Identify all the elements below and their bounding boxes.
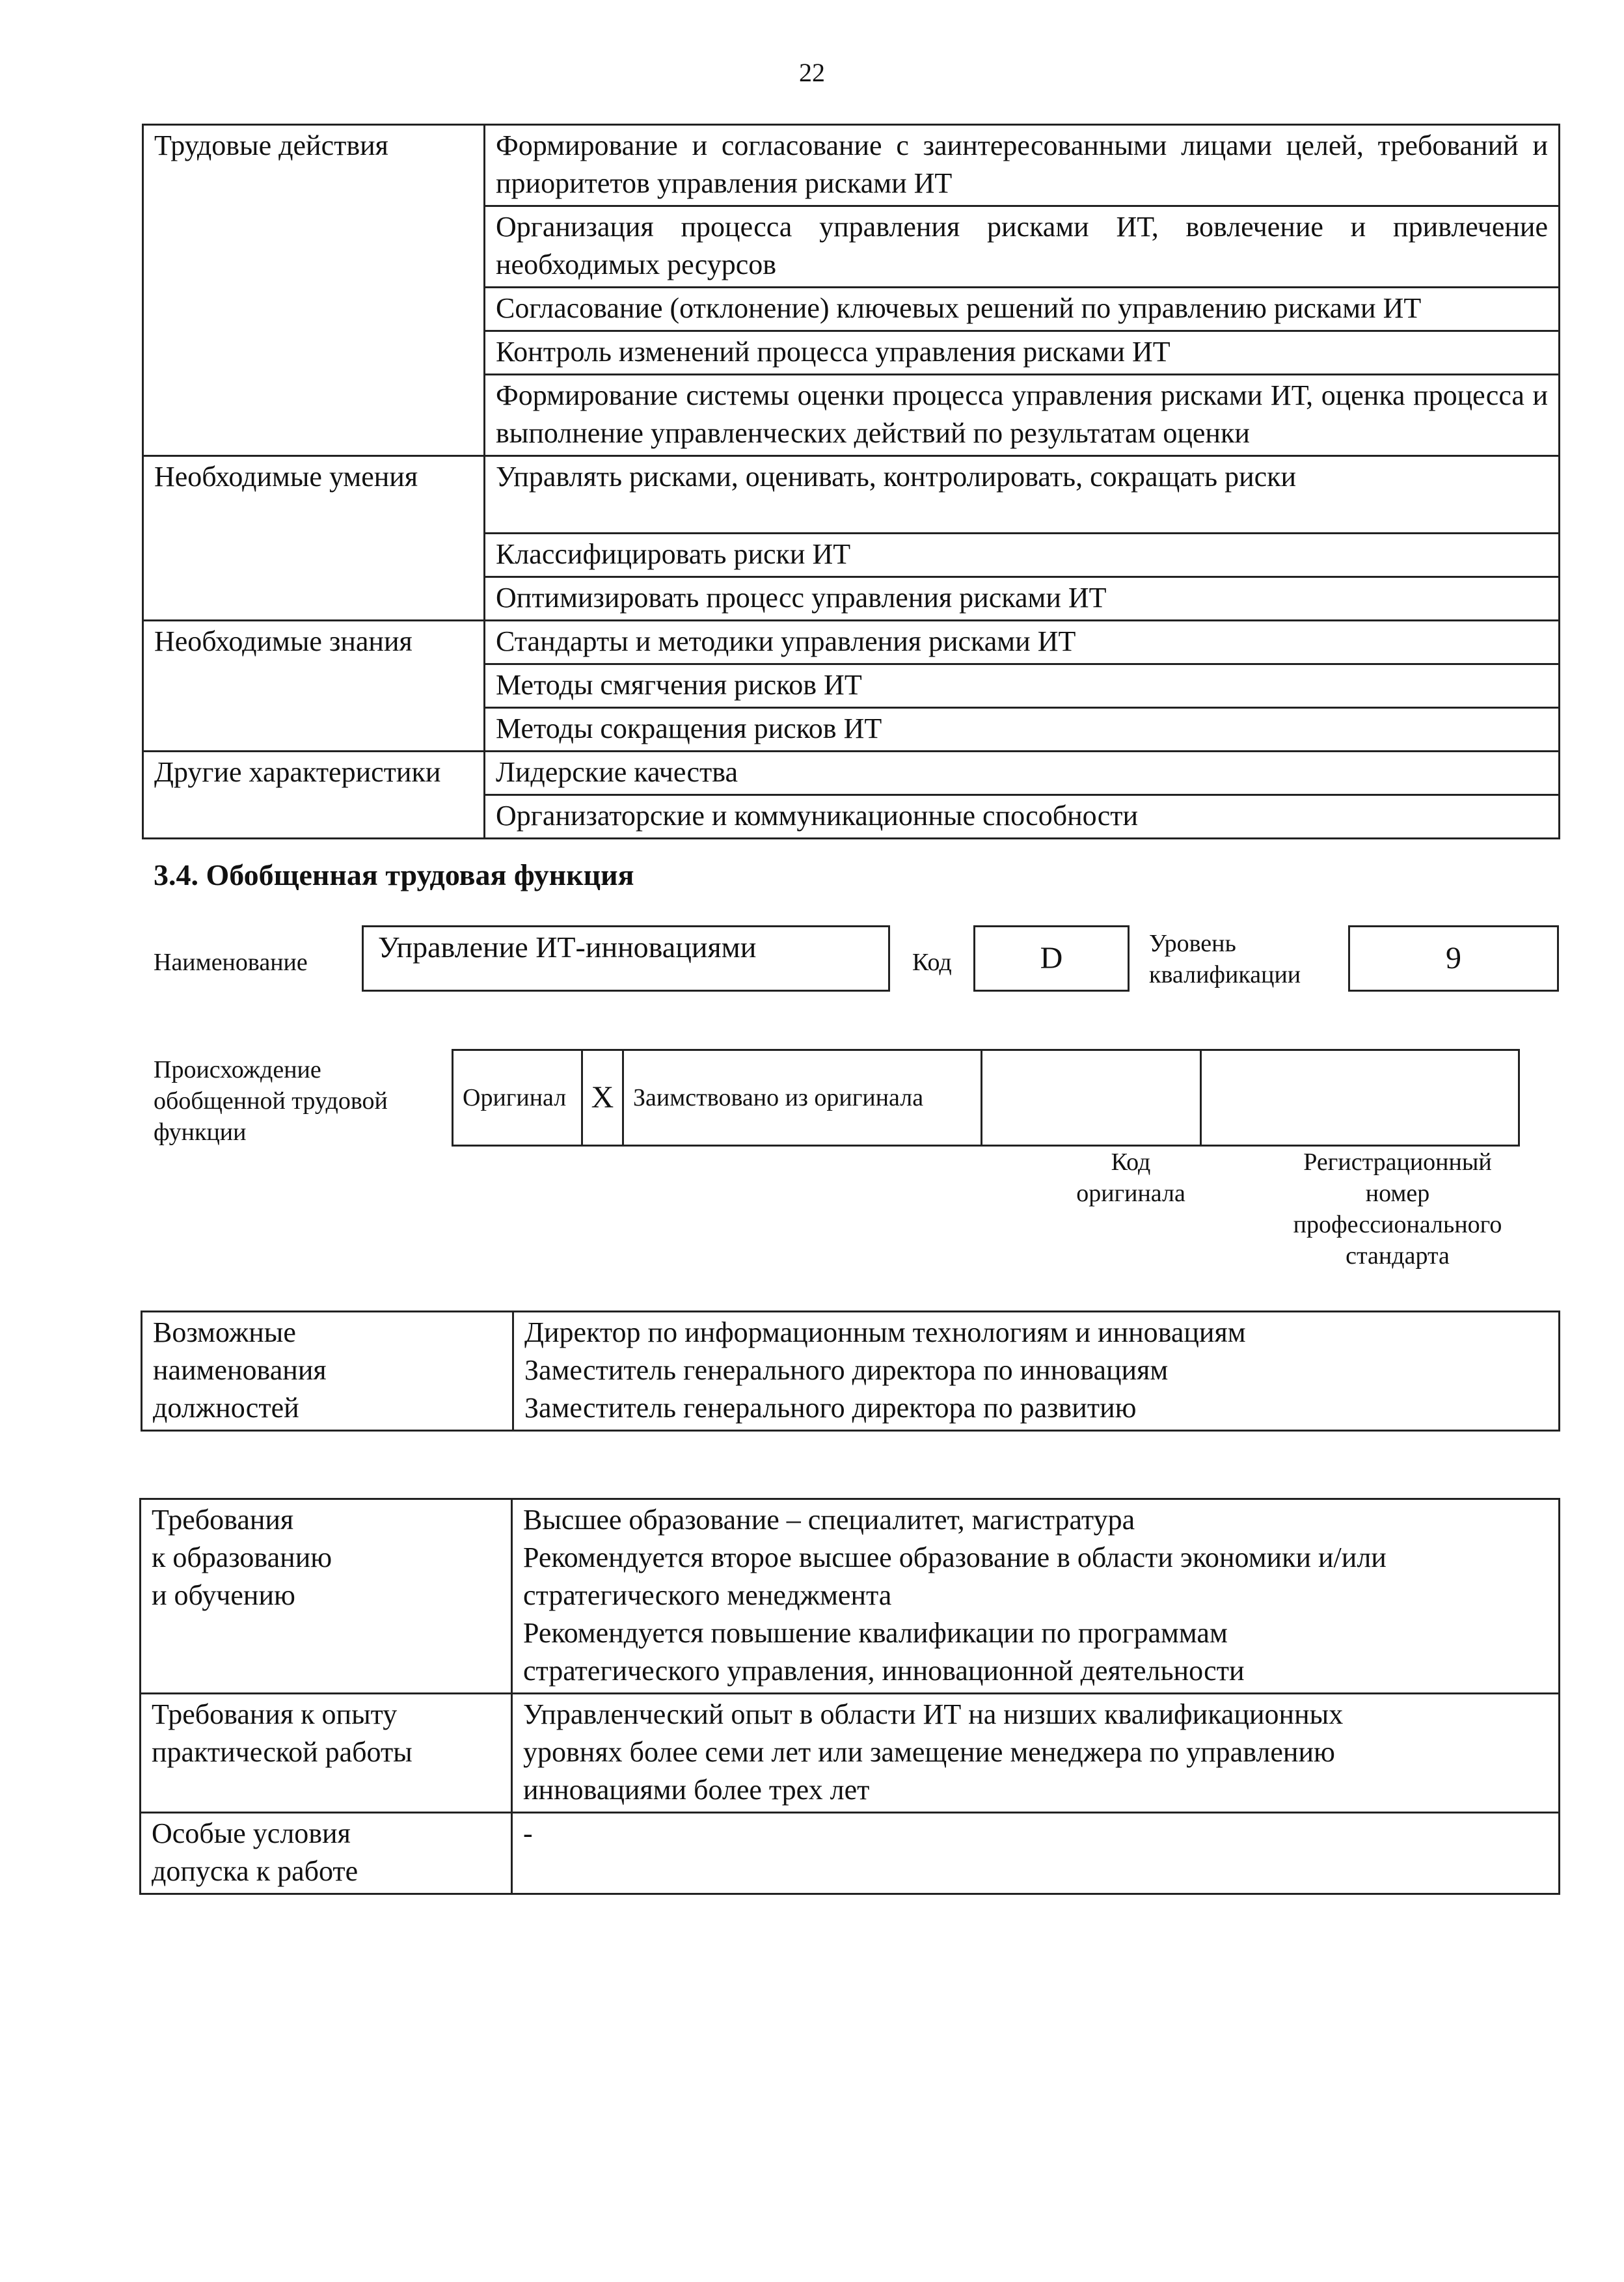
table-row bbox=[453, 1050, 1519, 1146]
table-row bbox=[141, 1499, 1560, 1694]
position-item: Заместитель генерального директора по развитию bbox=[524, 1392, 1137, 1424]
table-row bbox=[143, 621, 1560, 664]
positions-table bbox=[141, 1311, 1560, 1432]
label-line: практической работы bbox=[152, 1736, 413, 1768]
caption-line: Код bbox=[1111, 1148, 1151, 1176]
name-label: Наименование bbox=[154, 949, 308, 976]
original-cell: Оригинал bbox=[453, 1050, 582, 1146]
label-line: Требования bbox=[152, 1504, 294, 1536]
caption-line: номер bbox=[1365, 1180, 1430, 1207]
label-line: Возможные bbox=[153, 1316, 296, 1348]
row-label-knowledge: Необходимые знания bbox=[143, 621, 485, 752]
section-heading: 3.4. Обобщенная трудовая функция bbox=[154, 858, 634, 891]
code-label: Код bbox=[912, 949, 952, 976]
table-cell: Управлять рисками, оценивать, контролировать, сокращать риски bbox=[485, 456, 1560, 534]
table-cell: Организация процесса управления рисками ИТ, вовлечение и привлечение необходимых ресурсов bbox=[485, 206, 1560, 288]
positions-list bbox=[513, 1312, 1560, 1431]
label-line: к образованию bbox=[152, 1542, 332, 1573]
caption-line: стандарта bbox=[1346, 1242, 1450, 1270]
caption-line: профессионального bbox=[1293, 1211, 1502, 1238]
level-label-line: Уровень bbox=[1149, 930, 1236, 957]
special-conditions-label bbox=[141, 1813, 512, 1894]
table-row bbox=[141, 1694, 1560, 1813]
origin-label-line: обобщенной трудовой bbox=[154, 1087, 388, 1115]
origin-label-line: функции bbox=[154, 1119, 247, 1146]
level-label-line: квалификации bbox=[1149, 961, 1301, 988]
borrowed-cell: Заимствовано из оригинала bbox=[623, 1050, 982, 1146]
row-label-other: Другие характеристики bbox=[143, 752, 485, 839]
original-code-caption bbox=[1020, 1147, 1241, 1209]
label-line: наименования bbox=[153, 1354, 327, 1386]
origin-table bbox=[452, 1049, 1520, 1147]
origin-label-line: Происхождение bbox=[154, 1056, 321, 1083]
requirements-table bbox=[139, 1498, 1560, 1895]
table-cell: Согласование (отклонение) ключевых решений по управлению рисками ИТ bbox=[485, 288, 1560, 331]
table-cell: Лидерские качества bbox=[485, 752, 1560, 795]
experience-value bbox=[512, 1694, 1560, 1813]
original-code-cell bbox=[982, 1050, 1201, 1146]
table-cell: Формирование и согласование с заинтересованными лицами целей, требований и приоритетов управления рисками ИТ bbox=[485, 125, 1560, 206]
positions-label bbox=[142, 1312, 513, 1431]
table-cell: Стандарты и методики управления рисками ИТ bbox=[485, 621, 1560, 664]
table-row bbox=[141, 1813, 1560, 1894]
qualification-level-value: 9 bbox=[1348, 925, 1559, 992]
position-item: Директор по информационным технологиям и инновациям bbox=[524, 1316, 1246, 1348]
table-row bbox=[143, 125, 1560, 206]
experience-label bbox=[141, 1694, 512, 1813]
code-value: D bbox=[973, 925, 1130, 992]
table-cell: Методы сокращения рисков ИТ bbox=[485, 708, 1560, 752]
text-line: Высшее образование – специалитет, магистратура bbox=[523, 1504, 1135, 1536]
labor-function-table bbox=[142, 124, 1560, 839]
text-line: Управленческий опыт в области ИТ на низших квалификационных bbox=[523, 1698, 1344, 1730]
label-line: допуска к работе bbox=[152, 1855, 359, 1887]
table-cell: Методы смягчения рисков ИТ bbox=[485, 664, 1560, 708]
registration-number-cell bbox=[1201, 1050, 1519, 1146]
caption-line: оригинала bbox=[1076, 1180, 1185, 1207]
qualification-level-label bbox=[1149, 928, 1301, 990]
table-cell: Организаторские и коммуникационные способности bbox=[485, 795, 1560, 839]
origin-label bbox=[154, 1054, 388, 1148]
position-item: Заместитель генерального директора по инновациям bbox=[524, 1354, 1169, 1386]
original-mark: X bbox=[582, 1050, 623, 1146]
name-value: Управление ИТ-инновациями bbox=[362, 925, 890, 992]
row-label-actions: Трудовые действия bbox=[143, 125, 485, 456]
education-value bbox=[512, 1499, 1560, 1694]
special-conditions-value: - bbox=[512, 1813, 1560, 1894]
registration-number-caption bbox=[1235, 1147, 1560, 1271]
label-line: должностей bbox=[153, 1392, 299, 1424]
text-line: уровнях более семи лет или замещение менеджера по управлению bbox=[523, 1736, 1335, 1768]
table-row bbox=[143, 456, 1560, 534]
text-line: стратегического управления, инновационной деятельности bbox=[523, 1655, 1245, 1687]
caption-line: Регистрационный bbox=[1303, 1148, 1492, 1176]
table-cell: Оптимизировать процесс управления рисками ИТ bbox=[485, 577, 1560, 621]
table-row bbox=[142, 1312, 1560, 1431]
text-line: Рекомендуется повышение квалификации по программам bbox=[523, 1617, 1228, 1649]
label-line: и обучению bbox=[152, 1579, 295, 1611]
text-line: инновациями более трех лет bbox=[523, 1774, 870, 1806]
text-line: стратегического менеджмента bbox=[523, 1579, 892, 1611]
table-row bbox=[143, 752, 1560, 795]
label-line: Особые условия bbox=[152, 1817, 351, 1849]
row-label-skills: Необходимые умения bbox=[143, 456, 485, 621]
education-label bbox=[141, 1499, 512, 1694]
page-number: 22 bbox=[799, 58, 825, 87]
text-line: Рекомендуется второе высшее образование в области экономики и/или bbox=[523, 1542, 1387, 1573]
table-cell: Контроль изменений процесса управления рисками ИТ bbox=[485, 331, 1560, 375]
table-cell: Классифицировать риски ИТ bbox=[485, 534, 1560, 577]
label-line: Требования к опыту bbox=[152, 1698, 398, 1730]
table-cell: Формирование системы оценки процесса управления рисками ИТ, оценка процесса и выполнение управленческих действий по результатам оценки bbox=[485, 375, 1560, 456]
